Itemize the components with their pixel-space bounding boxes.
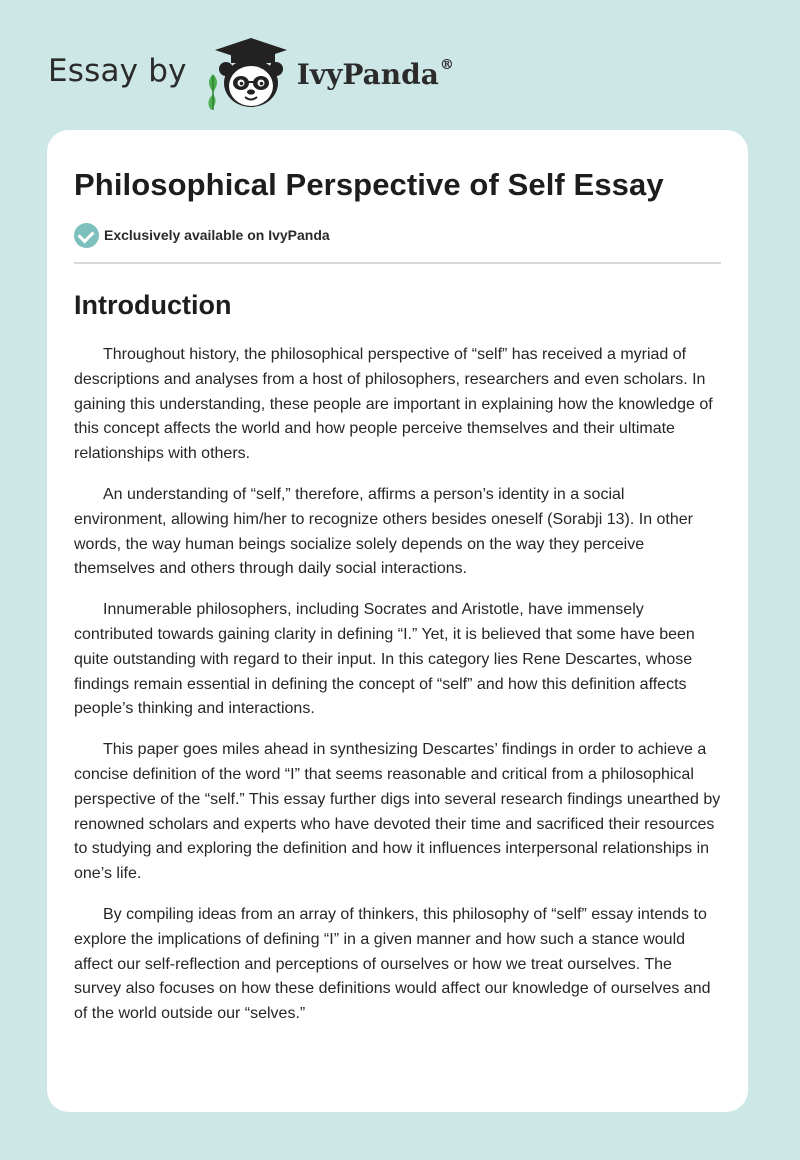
panda-graduate-icon[interactable] [201,36,293,112]
trademark-symbol: ® [439,57,454,74]
brand-name-text: IvyPanda [296,57,439,91]
paragraph: Innumerable philosophers, including Socrates and Aristotle, have immensely contributed towards gaining clarity in defining “I.” Yet, it is believed that some have been quite outstanding with regard to their input. In this category lies Rene Descartes, whose findings remain essential in defining the concept of “self” and how this definition affects people’s thinking and interactions. [74,601,695,718]
brand-name[interactable] [297,58,454,91]
page-title: Philosophical Perspective of Self Essay [74,167,664,202]
exclusive-badge [74,222,721,248]
paragraph: Throughout history, the philosophical perspective of “self” has received a myriad of descriptions and analyses from a host of philosophers, researchers and even scholars. In gaining this understanding, these people are important in explaining how the knowledge of this concept affects the world and how people perceive themselves and their ultimate relationships with others. [74,346,713,463]
brand-prefix: Essay by [48,53,187,89]
divider [74,262,721,264]
paragraph: An understanding of “self,” therefore, affirms a person’s identity in a social environment, allowing him/her to recognize others besides oneself (Sorabji 13). In other words, the way human beings socialize solely depends on the way they perceive themselves and others through daily social interactions. [74,485,693,578]
site-header [48,36,454,112]
essay-card [47,130,748,1112]
essay-body [74,343,721,1027]
section-heading: Introduction [74,290,232,320]
paragraph: This paper goes miles ahead in synthesizing Descartes’ findings in order to achieve a concise definition of the word “I” that seems reasonable and critical from a philosophical perspective of the “self.” This essay further digs into several research findings unearthed by renowned scholars and experts who have devoted their time and sacrificed their resources to studying and exploring the definition and how it influences interpersonal relationships in one’s life. [74,741,721,883]
check-circle-icon [74,223,99,248]
badge-text: Exclusively available on IvyPanda [104,227,330,243]
paragraph: By compiling ideas from an array of thinkers, this philosophy of “self” essay intends to explore the implications of defining “I” in a given manner and how such a stance would affect our self-reflection and perceptions of ourselves or how we treat ourselves. The survey also focuses on how these definitions would affect our knowledge of ourselves and of the world outside our “selves.” [74,905,711,1023]
